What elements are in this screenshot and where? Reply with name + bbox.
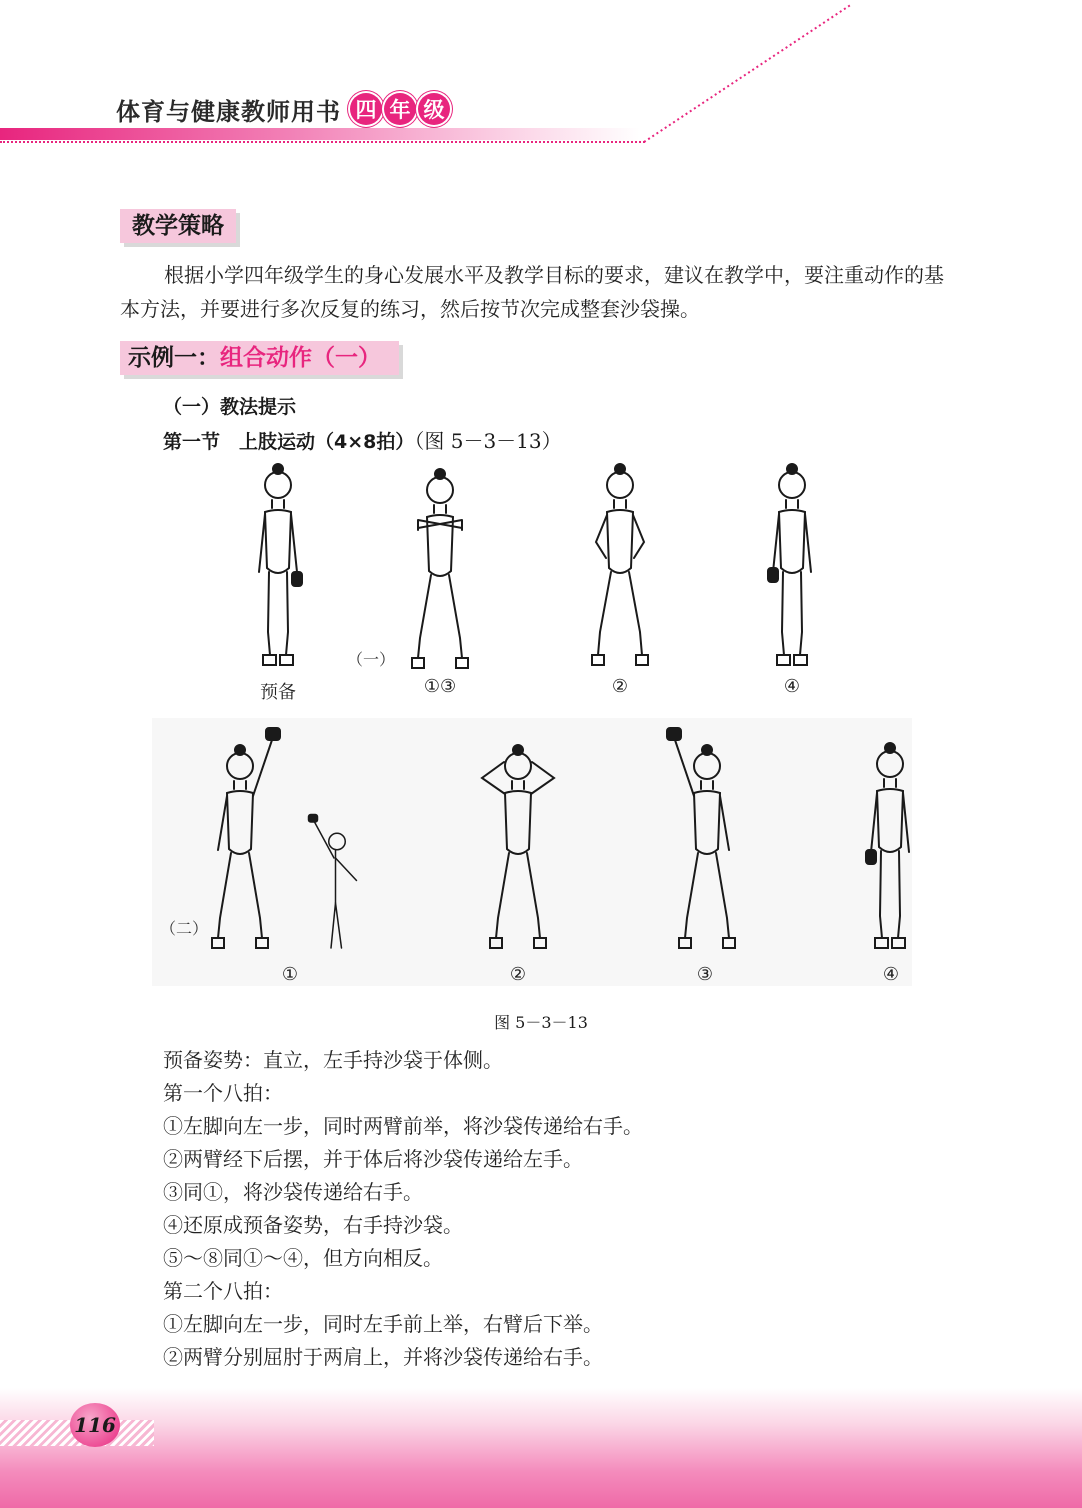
text-line: ④还原成预备姿势，右手持沙袋。 [163,1213,463,1237]
footer-band [0,1388,1082,1508]
figure-hands-behind [592,464,648,665]
grade-badge [350,93,450,125]
caption: ② [611,676,629,697]
figure-title: 图 5－3－13 [494,1013,588,1032]
book-title: 体育与健康教师用书 [116,97,341,126]
text-line: ①左脚向左一步，同时左手前上举，右臂后下举。 [163,1312,603,1336]
example-prefix: 示例一： [128,345,220,371]
grade-char: 级 [418,93,450,125]
header-dotted-rule [0,141,645,143]
text-line: ⑤～⑧同①～④，但方向相反。 [163,1246,443,1270]
caption: 预备 [260,682,296,703]
caption: ① [281,964,299,985]
text-line: 第二个八拍： [163,1279,283,1303]
text-line: ①左脚向左一步，同时两臂前举，将沙袋传递给右手。 [163,1114,643,1138]
strategy-paragraph: 根据小学四年级学生的身心发展水平及教学目标的要求，建议在教学中，要注重动作的基本方法，并要进行多次反复的练习，然后按节次完成整套沙袋操。 [120,263,944,321]
instruction-text [163,1044,643,1374]
page-number: 116 [70,1403,120,1447]
caption: ④ [783,676,801,697]
section-label-strategy: 教学策略 [120,209,236,243]
figure-arms-crossed [412,469,468,668]
caption: ④ [882,964,900,985]
caption: ③ [696,964,714,985]
grade-char: 年 [384,93,416,125]
figure-group-2 [152,718,912,958]
teaching-heading: （一）教法提示 [163,396,297,418]
text-line: ②两臂分别屈肘于两肩上，并将沙袋传递给右手。 [163,1345,603,1369]
example-label [120,341,399,375]
text-line: ②两臂经下后摆，并于体后将沙袋传递给左手。 [163,1147,583,1171]
text-line: ③同①，将沙袋传递给右手。 [163,1180,423,1204]
group-1-label: （一） [347,650,396,669]
group-2-label: （二） [160,919,209,938]
header-diagonal-dots [640,0,855,145]
text-line: 第一个八拍： [163,1081,283,1105]
text-line: 预备姿势：直立，左手持沙袋于体侧。 [163,1048,503,1072]
example-title: 组合动作（一） [220,345,381,371]
caption: ①③ [423,676,457,697]
figure-ready [259,464,302,665]
grade-char: 四 [350,93,382,125]
section-heading [163,425,562,454]
header-band [0,128,640,140]
figure-ref: （图 5－3－13） [414,429,562,453]
section-heading-bold: 第一节 上肢运动（4×8拍） [163,431,415,453]
figure-ready-right [768,464,811,665]
caption: ② [509,964,527,985]
figure-group-1 [240,460,850,675]
